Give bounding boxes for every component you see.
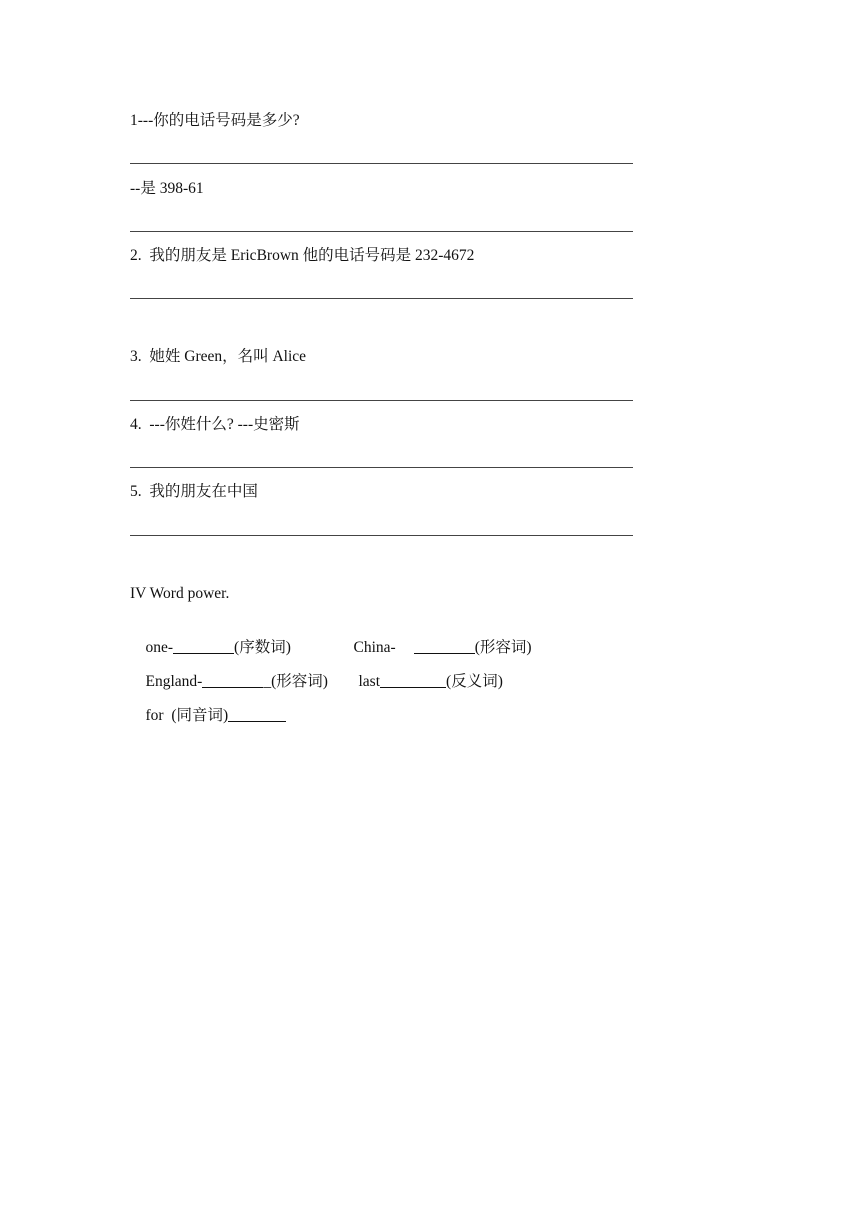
item-prefix: one- [145,639,174,656]
answer-line-1[interactable] [130,163,633,164]
item-hint: _(形容词) [263,673,328,690]
item-prefix: England- [145,673,203,690]
item-prefix: last [358,673,381,690]
question-4: 4. ---你姓什么? ---史密斯 [130,416,300,433]
question-3: 3. 她姓 Green，名叫 Alice [130,348,307,365]
item-hint: (形容词) [474,639,532,656]
answer-line-1b[interactable] [130,231,633,232]
answer-line-5[interactable] [130,535,633,536]
answer-line-2[interactable] [130,298,633,299]
item-prefix: China- [353,639,396,656]
question-2: 2. 我的朋友是 EricBrown 他的电话号码是 232-4672 [130,247,475,264]
answer-line-4[interactable] [130,467,633,468]
question-1-answer-prompt: --是 398-61 [130,180,204,197]
item-prefix: for (同音词) [145,707,229,724]
item-hint: (序数词) [234,639,291,656]
question-1-prompt: 1---你的电话号码是多少? [130,112,300,129]
question-5: 5. 我的朋友在中国 [130,483,258,500]
word-power-heading: IV Word power. [130,585,230,602]
word-power-item-for [130,686,286,746]
word-power-item-last [343,652,503,712]
fill-blank[interactable] [228,706,286,722]
item-hint: (反义词) [446,673,503,690]
answer-line-3[interactable] [130,400,633,401]
fill-blank[interactable] [380,672,446,688]
